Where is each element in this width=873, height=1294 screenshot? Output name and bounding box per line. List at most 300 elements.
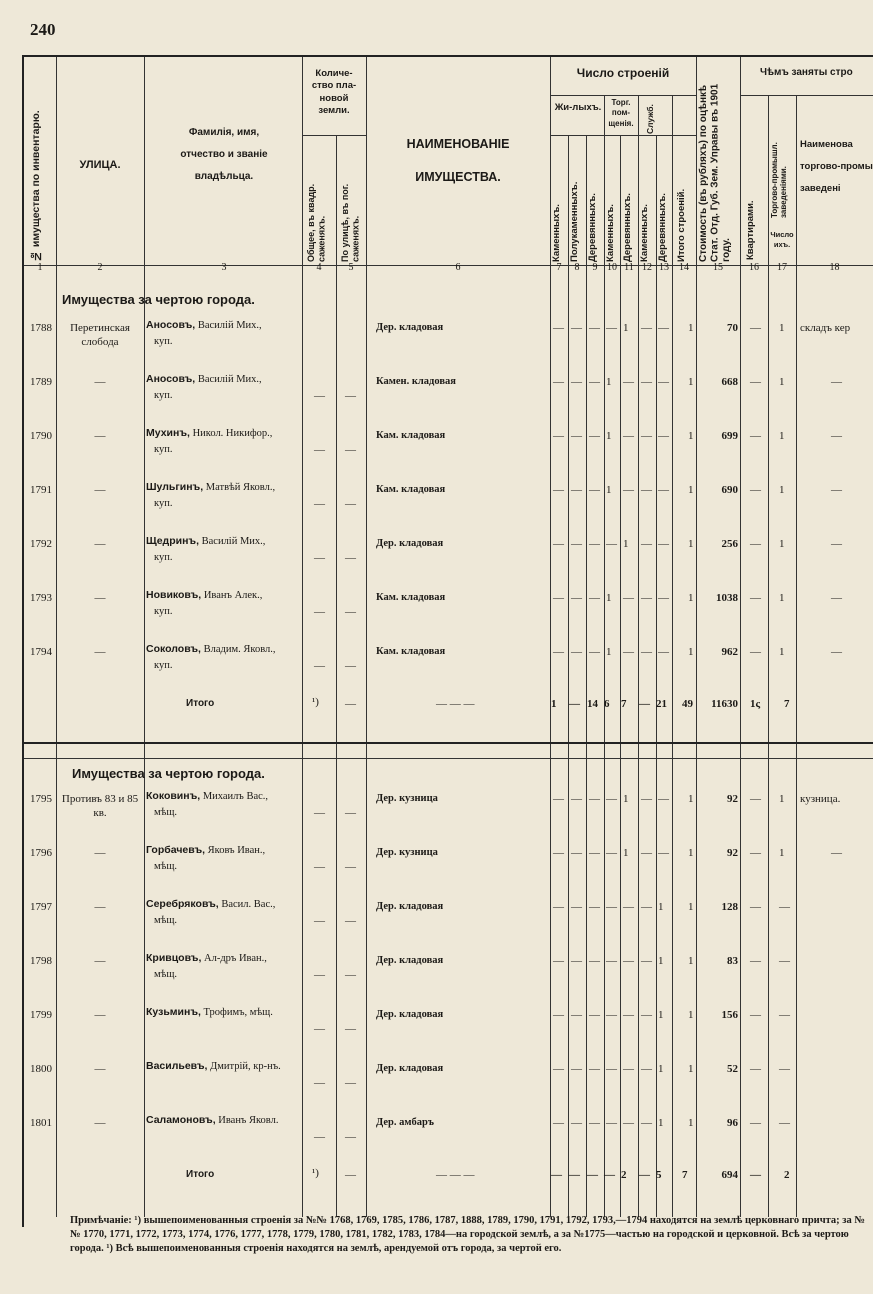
table-row — [0, 427, 873, 484]
section2-title: Имущества за чертою города. — [72, 766, 265, 781]
total-label: Итого — [186, 698, 215, 709]
inventory-number: 1797 — [30, 901, 52, 913]
building-count: 1 — [623, 847, 629, 859]
owner-rank: куп. — [154, 605, 173, 617]
building-count: — — [571, 1063, 582, 1075]
building-count: — — [641, 538, 652, 550]
building-count: — — [606, 793, 617, 805]
land-total: — — [314, 444, 325, 456]
land-street: — — [345, 861, 356, 873]
owner — [146, 534, 302, 566]
establishments-count: 1 — [779, 793, 785, 805]
property-name: — — — — [436, 698, 475, 710]
building-count: — — [623, 1009, 634, 1021]
building-count: 7 — [621, 698, 627, 710]
apartments: — — [750, 847, 761, 859]
column-number: 5 — [348, 262, 354, 273]
column-number: 6 — [455, 262, 461, 273]
land-total: — — [314, 807, 325, 819]
inventory-number: 1798 — [30, 955, 52, 967]
building-count: — — [589, 484, 600, 496]
building-count: — — [604, 1169, 615, 1181]
cost: 11630 — [711, 698, 738, 710]
property-name: Дер. кладовая — [376, 322, 444, 333]
buildings-total: 1 — [688, 484, 694, 496]
table-row — [0, 844, 873, 901]
column-number: 7 — [556, 262, 562, 273]
building-count: — — [553, 376, 564, 388]
owner-name: Василій Мих., — [197, 320, 262, 331]
building-count: 1 — [606, 592, 612, 604]
column-number: 4 — [316, 262, 322, 273]
owner-name: Матвѣй Яковл., — [205, 482, 276, 493]
building-count: — — [587, 1169, 598, 1181]
land-street: — — [345, 390, 356, 402]
land-street: — — [345, 1023, 356, 1035]
street: — — [94, 1009, 106, 1021]
cost: 694 — [721, 1169, 738, 1181]
cost: 83 — [727, 955, 738, 967]
table-row — [0, 643, 873, 700]
buildings-total: 1 — [688, 1063, 694, 1075]
owner-name: Яковъ Иван., — [207, 845, 266, 856]
header-living: Жи-лыхъ. — [554, 102, 602, 113]
building-count: — — [658, 793, 669, 805]
column-number: 10 — [607, 262, 617, 273]
establishments-count: 1 — [779, 430, 785, 442]
buildings-total: 1 — [688, 1009, 694, 1021]
buildings-total: 1 — [688, 430, 694, 442]
table-row — [0, 373, 873, 430]
inventory-number: 1791 — [30, 484, 52, 496]
header-col12: Каменныхъ. — [639, 204, 650, 262]
owner-rank: куп. — [154, 389, 173, 401]
buildings-total: 1 — [688, 592, 694, 604]
owner — [146, 951, 302, 983]
establishment-name: — — [831, 538, 842, 550]
owner-surname: Новиковъ, — [146, 589, 202, 601]
inventory-number: 1795 — [30, 793, 52, 805]
building-count: — — [589, 847, 600, 859]
building-count: — — [589, 793, 600, 805]
building-count: — — [571, 1117, 582, 1129]
owner-name: Ал-дръ Иван., — [204, 953, 267, 964]
building-count: — — [569, 698, 580, 710]
building-count: — — [623, 1117, 634, 1129]
table-row — [0, 535, 873, 592]
building-count: 1 — [606, 376, 612, 388]
building-count: — — [571, 430, 582, 442]
building-count: — — [589, 646, 600, 658]
establishments-count: 1 — [779, 538, 785, 550]
building-count: — — [641, 1009, 652, 1021]
building-count: — — [641, 646, 652, 658]
header-col8: Полукаменныхъ. — [569, 181, 580, 262]
owner-name: Василій Мих., — [201, 536, 266, 547]
inventory-number: 1790 — [30, 430, 52, 442]
owner-surname: Аносовъ, — [146, 373, 196, 385]
building-count: — — [553, 538, 564, 550]
owner — [146, 372, 302, 404]
building-count: — — [553, 955, 564, 967]
building-count: — — [571, 847, 582, 859]
apartments: — — [750, 322, 761, 334]
column-number: 15 — [713, 262, 723, 273]
apartments: — — [750, 646, 761, 658]
buildings-total: 1 — [688, 646, 694, 658]
buildings-total: 7 — [682, 1169, 688, 1181]
building-count: — — [623, 1063, 634, 1075]
table-row — [0, 1060, 873, 1117]
establishments-count: — — [779, 955, 790, 967]
land-street: — — [345, 969, 356, 981]
owner — [146, 588, 302, 620]
building-count: — — [551, 1169, 562, 1181]
building-count: 1 — [606, 484, 612, 496]
header-col14: Итого строеній. — [676, 188, 687, 262]
establishments-count: 1 — [779, 484, 785, 496]
building-count: — — [553, 793, 564, 805]
building-count: — — [641, 901, 652, 913]
building-count: — — [553, 847, 564, 859]
building-count: 1 — [623, 793, 629, 805]
building-count: — — [553, 1009, 564, 1021]
owner-name: Трофимъ, мѣщ. — [203, 1007, 273, 1018]
apartments: — — [750, 538, 761, 550]
owner-rank: куп. — [154, 659, 173, 671]
street: — — [94, 646, 106, 658]
header-service: Служб. — [645, 104, 655, 134]
building-count: — — [553, 430, 564, 442]
building-count: — — [641, 430, 652, 442]
header-land-total: Общее, въ квадр. саженяхъ. — [306, 183, 327, 262]
header-land-street: По улицѣ, въ пог. саженяхъ. — [340, 183, 361, 262]
owner-name: Дмитрій, кр-нъ. — [210, 1061, 281, 1072]
inventory-number: 1788 — [30, 322, 52, 334]
land-total: ¹) — [312, 696, 319, 708]
property-name: Дер. кладовая — [376, 955, 444, 966]
owner-name: Михаилъ Вас., — [202, 791, 269, 802]
building-count: 1 — [551, 698, 557, 710]
building-count: — — [589, 1117, 600, 1129]
owner-name: Владим. Яковл., — [203, 644, 276, 655]
land-total: — — [314, 1077, 325, 1089]
building-count: — — [589, 901, 600, 913]
cost: 52 — [727, 1063, 738, 1075]
building-count: 1 — [623, 322, 629, 334]
property-name: Камен. кладовая — [376, 376, 456, 387]
establishments-count: 1 — [779, 376, 785, 388]
owner-rank: куп. — [154, 335, 173, 347]
building-count: — — [553, 322, 564, 334]
apartments: — — [750, 1117, 761, 1129]
cost: 699 — [721, 430, 738, 442]
building-count: 1 — [658, 955, 664, 967]
street: — — [94, 538, 106, 550]
establishment-name: — — [831, 847, 842, 859]
inventory-number: 1799 — [30, 1009, 52, 1021]
building-count: 5 — [656, 1169, 662, 1181]
column-number: 11 — [624, 262, 634, 273]
building-count: — — [571, 484, 582, 496]
building-count: — — [606, 1009, 617, 1021]
inventory-number: 1793 — [30, 592, 52, 604]
street: — — [94, 955, 106, 967]
land-street: — — [345, 1077, 356, 1089]
section1-title: Имущества за чертою города. — [62, 292, 255, 307]
land-total: — — [314, 1023, 325, 1035]
buildings-total: 49 — [682, 698, 693, 710]
street: — — [94, 484, 106, 496]
building-count: 1 — [658, 1063, 664, 1075]
building-count: — — [589, 1009, 600, 1021]
property-name: Дер. кладовая — [376, 901, 444, 912]
building-count: 1 — [606, 646, 612, 658]
property-name: Дер. кузница — [376, 847, 438, 858]
table-row — [0, 481, 873, 538]
land-total: — — [314, 552, 325, 564]
land-total: — — [314, 606, 325, 618]
inventory-number: 1794 — [30, 646, 52, 658]
establishment-name: — — [831, 376, 842, 388]
header-inventory-number: № имущества по инвентарю. — [30, 110, 42, 262]
owner-rank: куп. — [154, 443, 173, 455]
building-count: — — [658, 376, 669, 388]
owner — [146, 480, 302, 512]
table-row — [0, 898, 873, 955]
property-name: Кам. кладовая — [376, 484, 446, 495]
buildings-total: 1 — [688, 901, 694, 913]
apartments: — — [750, 376, 761, 388]
cost: 256 — [721, 538, 738, 550]
building-count: — — [571, 538, 582, 550]
land-total: — — [314, 969, 325, 981]
establishment-name: — — [831, 646, 842, 658]
building-count: — — [641, 322, 652, 334]
street: — — [94, 430, 106, 442]
owner-surname: Щедринъ, — [146, 535, 199, 547]
owner — [146, 843, 302, 875]
owner-surname: Васильевъ, — [146, 1060, 208, 1072]
building-count: — — [639, 698, 650, 710]
apartments: — — [750, 430, 761, 442]
header-buildings-count: Число строеній — [576, 66, 670, 80]
cost: 1038 — [716, 592, 738, 604]
cost: 690 — [721, 484, 738, 496]
building-count: 2 — [621, 1169, 627, 1181]
building-count: — — [553, 646, 564, 658]
cost: 92 — [727, 847, 738, 859]
property-name: Дер. амбаръ — [376, 1117, 434, 1128]
header-owner: Фамилія, имя, отчество и званіе владѣльца. — [180, 127, 268, 182]
building-count: — — [553, 592, 564, 604]
owner — [146, 318, 302, 350]
apartments: — — [750, 484, 761, 496]
building-count: — — [623, 376, 634, 388]
building-count: — — [571, 646, 582, 658]
buildings-total: 1 — [688, 955, 694, 967]
building-count: — — [641, 376, 652, 388]
column-number: 9 — [592, 262, 598, 273]
building-count: — — [553, 901, 564, 913]
owner-rank: мѣщ. — [154, 968, 178, 980]
building-count: — — [589, 538, 600, 550]
establishment-name: кузница. — [800, 793, 841, 805]
land-street: — — [345, 552, 356, 564]
land-street: — — [345, 1169, 356, 1181]
establishments-count: 2 — [784, 1169, 790, 1181]
apartments: — — [750, 793, 761, 805]
building-count: 1 — [658, 1009, 664, 1021]
cost: 128 — [721, 901, 738, 913]
owner — [146, 642, 302, 674]
column-number: 13 — [659, 262, 669, 273]
establishment-name: складъ кер — [800, 322, 851, 334]
column-number: 3 — [221, 262, 227, 273]
establishments-count: 7 — [784, 698, 790, 710]
building-count: — — [606, 847, 617, 859]
building-count: 1 — [623, 538, 629, 550]
property-name: Кам. кладовая — [376, 592, 446, 603]
establishments-count: 1 — [779, 322, 785, 334]
apartments: — — [750, 1169, 761, 1181]
apartments: — — [750, 1009, 761, 1021]
header-establishment-name: Наименова торгово-промы заведені — [800, 139, 873, 194]
owner-surname: Мухинъ, — [146, 427, 190, 439]
building-count: — — [589, 376, 600, 388]
owner — [146, 1113, 302, 1129]
owner — [146, 1059, 302, 1075]
building-count: 1 — [606, 430, 612, 442]
apartments: 1ς — [750, 698, 761, 710]
owner-name: Никол. Никифор., — [192, 428, 273, 439]
apartments: — — [750, 1063, 761, 1075]
owner-rank: куп. — [154, 551, 173, 563]
column-number: 17 — [777, 262, 787, 273]
street: — — [94, 1063, 106, 1075]
buildings-total: 1 — [688, 1117, 694, 1129]
building-count: — — [571, 376, 582, 388]
owner-surname: Соколовъ, — [146, 643, 201, 655]
building-count: — — [641, 592, 652, 604]
building-count: — — [571, 322, 582, 334]
table-row — [0, 1114, 873, 1171]
building-count: — — [589, 1063, 600, 1075]
building-count: — — [641, 484, 652, 496]
header-occupied: Чѣмъ заняты стро — [760, 67, 853, 78]
buildings-total: 1 — [688, 847, 694, 859]
building-count: — — [571, 1009, 582, 1021]
land-street: — — [345, 1131, 356, 1143]
building-count: — — [571, 592, 582, 604]
establishments-count: 1 — [779, 592, 785, 604]
owner-rank: мѣщ. — [154, 914, 178, 926]
establishments-count: 1 — [779, 646, 785, 658]
land-street: — — [345, 444, 356, 456]
building-count: — — [553, 1117, 564, 1129]
building-count: — — [571, 955, 582, 967]
street: — — [94, 847, 106, 859]
owner-surname: Горбачевъ, — [146, 844, 206, 856]
column-number: 18 — [829, 262, 840, 273]
land-total: ¹) — [312, 1167, 319, 1179]
property-name: Дер. кладовая — [376, 1009, 444, 1020]
header-col9: Деревянныхъ. — [587, 193, 598, 262]
header-apartments: Квартирами. — [745, 200, 756, 260]
land-total: — — [314, 915, 325, 927]
building-count: 21 — [656, 698, 667, 710]
table-row — [0, 790, 873, 847]
building-count: — — [606, 955, 617, 967]
owner — [146, 1005, 302, 1021]
land-total: — — [314, 498, 325, 510]
owner-surname: Кривцовъ, — [146, 952, 202, 964]
owner-rank: мѣщ. — [154, 806, 178, 818]
header-col11: Деревянныхъ. — [622, 193, 633, 262]
land-street: — — [345, 498, 356, 510]
establishment-name: — — [831, 484, 842, 496]
building-count: — — [658, 646, 669, 658]
inventory-number: 1789 — [30, 376, 52, 388]
building-count: — — [606, 1117, 617, 1129]
footnote: Примѣчаніе: ¹) вышепоименованныя строенія за №№ 1768, 1769, 1785, 1786, 1787, 1888, 1789, 1790, 1791, 1792, 1793,—1794 находятся на землѣ церковнаго причта; за №№ 1770, 1771, 1772, 1773, 1774, 1776, 1777, 1778, 1779, 1780, 1781, 1782, 1783, 1784—на городской землѣ, а за №1775—частью на городской и церковной. Всѣ за чертою города. ¹) Всѣ вышепоименованныя строенія находятся на землѣ, арендуемой отъ города, за чертой его. — [70, 1215, 865, 1255]
property-name: Дер. кладовая — [376, 538, 444, 549]
land-total: — — [314, 1131, 325, 1143]
land-total: — — [314, 861, 325, 873]
apartments: — — [750, 592, 761, 604]
buildings-total: 1 — [688, 376, 694, 388]
header-trade: Торг. пом-щенія. — [608, 98, 634, 128]
column-number: 8 — [574, 262, 580, 273]
cost: 156 — [721, 1009, 738, 1021]
column-number: 14 — [679, 262, 689, 273]
establishments-count: — — [779, 1117, 790, 1129]
building-count: — — [553, 484, 564, 496]
building-count: — — [623, 955, 634, 967]
owner-surname: Аносовъ, — [146, 319, 196, 331]
land-street: — — [345, 606, 356, 618]
building-count: — — [658, 322, 669, 334]
owner-rank: мѣщ. — [154, 860, 178, 872]
street: — — [94, 592, 106, 604]
owner-name: Иванъ Яковл. — [218, 1115, 279, 1126]
owner-name: Василій Мих., — [197, 374, 262, 385]
building-count: — — [623, 592, 634, 604]
street: Противъ 83 и 85 кв. — [61, 793, 139, 819]
owner-surname: Саламоновъ, — [146, 1114, 216, 1126]
establishments-count: — — [779, 1063, 790, 1075]
building-count: — — [623, 430, 634, 442]
inventory-number: 1801 — [30, 1117, 52, 1129]
street: — — [94, 901, 106, 913]
street: Перетинская слобода — [70, 322, 130, 348]
column-number: 2 — [97, 262, 103, 273]
building-count: — — [553, 1063, 564, 1075]
street: — — [94, 376, 106, 388]
building-count: — — [623, 646, 634, 658]
land-street: — — [345, 915, 356, 927]
building-count: — — [641, 955, 652, 967]
header-col10: Каменныхъ. — [605, 204, 616, 262]
building-count: — — [658, 847, 669, 859]
property-name: Кам. кладовая — [376, 646, 446, 657]
table-row — [0, 589, 873, 646]
buildings-total: 1 — [688, 322, 694, 334]
owner-surname: Кузьминъ, — [146, 1006, 201, 1018]
header-count: Число ихъ. — [770, 230, 794, 249]
land-total: — — [314, 390, 325, 402]
building-count: — — [658, 430, 669, 442]
